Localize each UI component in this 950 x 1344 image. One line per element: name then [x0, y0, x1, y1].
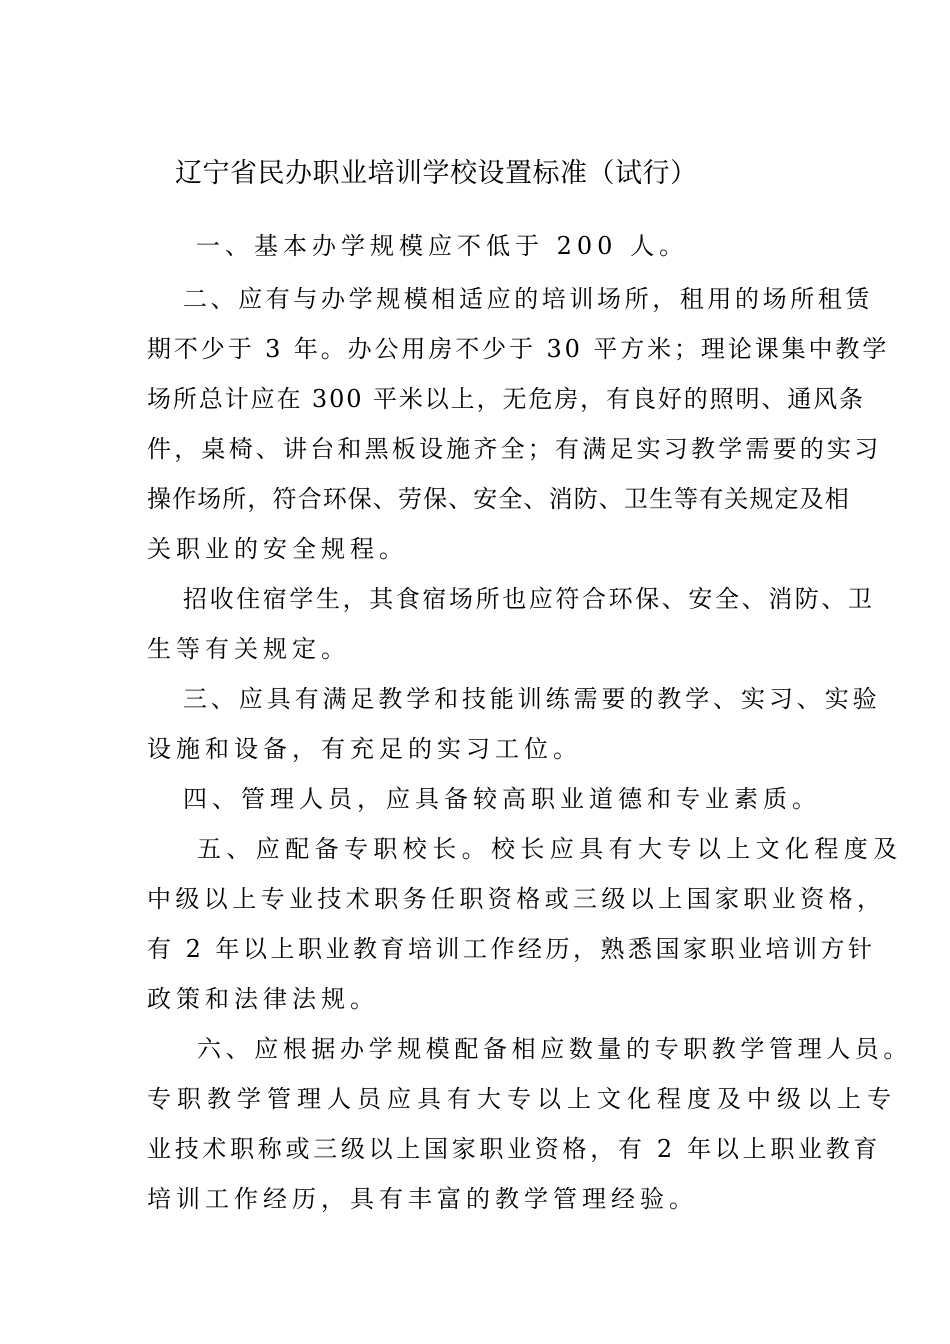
- body-line: 六、应根据办学规模配备相应数量的专职教学管理人员。: [197, 1035, 912, 1063]
- body-line: 专职教学管理人员应具有大专以上文化程度及中级以上专: [147, 1085, 897, 1113]
- body-line: 有 2 年以上职业教育培训工作经历，熟悉国家职业培训方针: [147, 935, 876, 963]
- document-title: 辽宁省民办职业培训学校设置标准（试行）: [175, 158, 698, 189]
- body-line: 一、基本办学规模应不低于 200 人。: [196, 232, 689, 260]
- body-line: 二、应有与办学规模相适应的培训场所，租用的场所租赁: [183, 285, 873, 313]
- body-line: 业技术职称或三级以上国家职业资格，有 2 年以上职业教育: [147, 1135, 882, 1163]
- body-line: 中级以上专业技术职务任职资格或三级以上国家职业资格，: [147, 885, 886, 913]
- body-line: 政策和法律法规。: [147, 985, 379, 1013]
- body-line: 四、管理人员，应具备较高职业道德和专业素质。: [183, 785, 821, 813]
- body-line: 五、应配备专职校长。校长应具有大专以上文化程度及: [197, 835, 903, 863]
- body-line: 设施和设备，有充足的实习工位。: [147, 735, 582, 763]
- body-line: 生等有关规定。: [147, 635, 350, 663]
- body-line: 场所总计应在 300 平米以上，无危房，有良好的照明、通风条: [147, 385, 866, 413]
- body-line: 期不少于 3 年。办公用房不少于 30 平方米；理论课集中教学: [147, 335, 890, 363]
- body-line: 三、应具有满足教学和技能训练需要的教学、实习、实验: [183, 685, 881, 713]
- body-line: 件，桌椅、讲台和黑板设施齐全；有满足实习教学需要的实习: [147, 435, 882, 463]
- body-line: 关职业的安全规程。: [147, 535, 408, 563]
- body-line: 招收住宿学生，其食宿场所也应符合环保、安全、消防、卫: [183, 585, 875, 613]
- body-line: 操作场所，符合环保、劳保、安全、消防、卫生等有关规定及相: [147, 485, 850, 513]
- body-line: 培训工作经历，具有丰富的教学管理经验。: [147, 1185, 698, 1213]
